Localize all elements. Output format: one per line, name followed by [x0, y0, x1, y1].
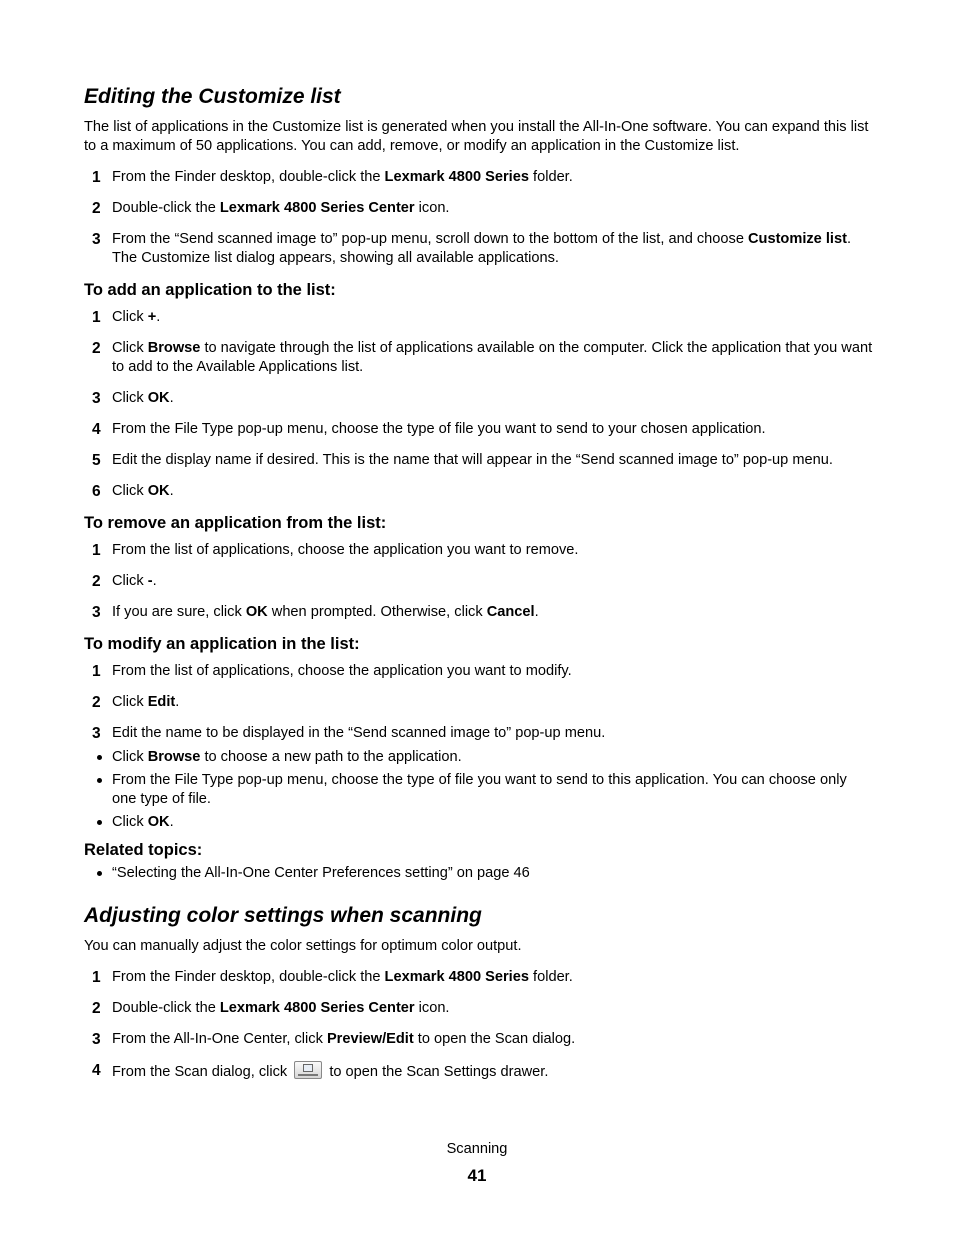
step-item: 2 Double-click the Lexmark 4800 Series Center icon.	[92, 1000, 450, 1017]
section-intro: The list of applications in the Customize list is generated when you install the All-In-One software. You can expand this list to a maximum of 50 applications. You can add, remove, or modify an application in the Customize list.	[84, 119, 869, 154]
step-item: 2 Click Edit.	[92, 694, 180, 711]
subheading-add: To add an application to the list:	[84, 281, 336, 299]
step-item: 5 Edit the display name if desired. This is the name that will appear in the “Send scanned image to” pop-up menu.	[92, 452, 833, 469]
steps-list-modify	[84, 662, 874, 832]
step-item: 1 From the list of applications, choose the application you want to modify.	[92, 663, 572, 680]
steps-list-adjusting	[84, 968, 874, 1082]
steps-list-add	[84, 308, 874, 501]
page-number: 41	[467, 1166, 487, 1185]
step-item: 1 Click +.	[92, 309, 161, 326]
document-page	[84, 84, 874, 1094]
step-item: 3 From the All-In-One Center, click Preview/Edit to open the Scan dialog.	[92, 1031, 576, 1048]
footer-chapter-label: Scanning	[446, 1141, 508, 1157]
step-item: 3 From the “Send scanned image to” pop-up menu, scroll down to the bottom of the list, and choose Customize list. The Customize list dialog appears, showing all available applications.	[92, 231, 851, 266]
step-item: 3 If you are sure, click OK when prompted. Otherwise, click Cancel.	[92, 604, 539, 621]
step-item: 2 Click -.	[92, 573, 157, 590]
bullet-item: From the File Type pop-up menu, choose the type of file you want to send to this application. You can choose only one type of file.	[84, 771, 874, 809]
subheading-remove: To remove an application from the list:	[84, 514, 387, 532]
related-topics-list	[84, 864, 874, 883]
step-item: 2 Double-click the Lexmark 4800 Series Center icon.	[92, 200, 450, 217]
subheading-modify: To modify an application in the list:	[84, 635, 360, 653]
substep-bullets	[84, 748, 874, 832]
step-item: 4 From the File Type pop-up menu, choose the type of file you want to send to your chosen application.	[92, 421, 766, 438]
steps-list-editing	[84, 168, 874, 268]
subheading-related: Related topics:	[84, 841, 203, 859]
section-title-adjusting: Adjusting color settings when scanning	[84, 904, 482, 927]
step-item: 1 From the Finder desktop, double-click the Lexmark 4800 Series folder.	[92, 169, 573, 186]
section-intro: You can manually adjust the color settings for optimum color output.	[84, 938, 522, 954]
related-topic-link[interactable]: “Selecting the All-In-One Center Preferences setting” on page 46	[84, 864, 874, 883]
step-item: 1 From the list of applications, choose the application you want to remove.	[92, 542, 579, 559]
step-item: 1 From the Finder desktop, double-click the Lexmark 4800 Series folder.	[92, 969, 573, 986]
step-item: 3 Click OK.	[92, 390, 174, 407]
step-item: 6 Click OK.	[92, 483, 174, 500]
section-title-editing: Editing the Customize list	[84, 85, 341, 108]
step-item: 4 From the Scan dialog, click to open the Scan Settings drawer.	[92, 1062, 549, 1080]
bullet-item: Click OK.	[84, 813, 874, 832]
bullet-item: Click Browse to choose a new path to the application.	[84, 748, 874, 767]
step-item: 2 Click Browse to navigate through the list of applications available on the computer. Click the application that you want to add to the Available Applications list.	[92, 340, 873, 375]
step-item: 3 Edit the name to be displayed in the “Send scanned image to” pop-up menu. Click Browse to choose a new path to the application. From the File Type pop-up menu, choose the type of file you want to send to this application. You can choose only one type of file. Click OK.	[84, 724, 874, 832]
steps-list-remove	[84, 541, 874, 622]
scan-settings-icon	[294, 1061, 322, 1079]
